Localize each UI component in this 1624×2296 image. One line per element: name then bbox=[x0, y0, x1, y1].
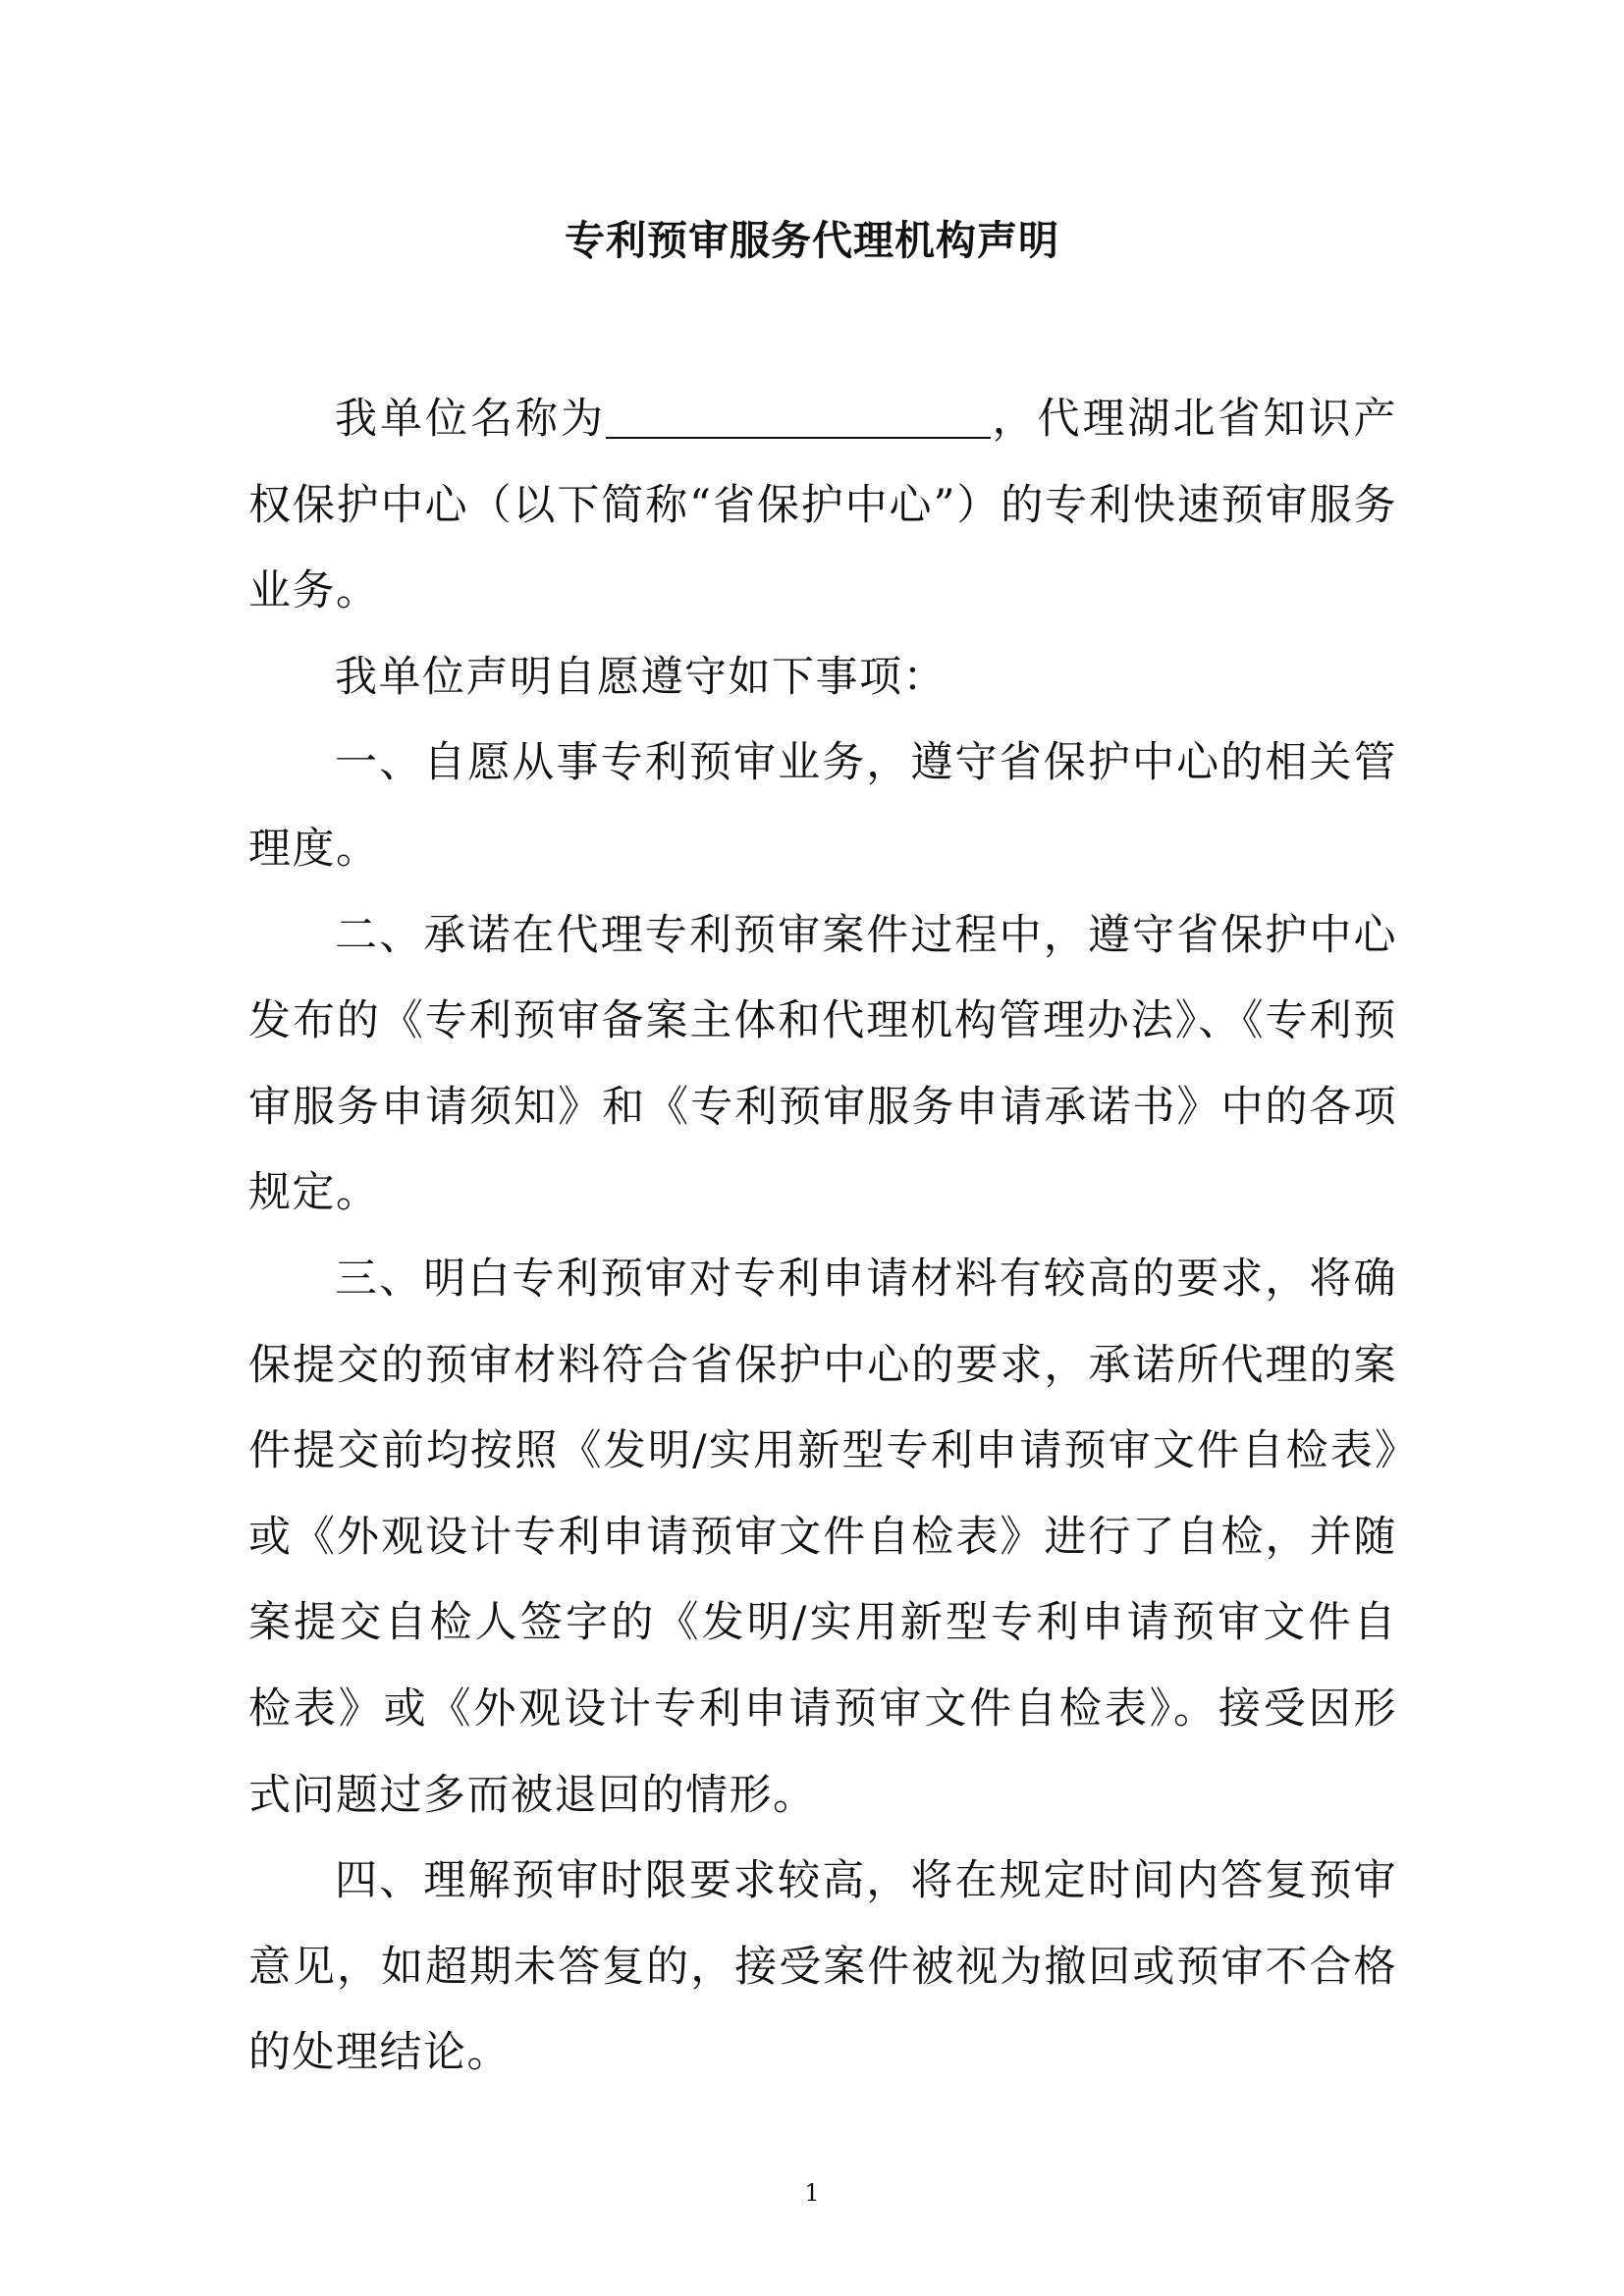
document-body bbox=[248, 377, 1397, 2097]
declaration-item-4: 四、理解预审时限要求较高，将在规定时间内答复预审意见，如超期未答复的，接受案件被视为撤回或预审不合格的处理结论。 bbox=[248, 1856, 1397, 2078]
declaration-item-1: 一、自愿从事专利预审业务，遵守省保护中心的相关管理度。 bbox=[248, 738, 1397, 874]
intro-prefix: 我单位名称为 bbox=[335, 395, 606, 444]
document-title: 专利预审服务代理机构声明 bbox=[565, 217, 1059, 264]
declaration-intro: 我单位声明自愿遵守如下事项： bbox=[335, 652, 947, 702]
intro-paragraph bbox=[248, 377, 1397, 635]
page-number: 1 bbox=[804, 2179, 820, 2207]
declaration-item-3: 三、明白专利预审对专利申请材料有较高的要求，将确保提交的预审材料符合省保护中心的要求，承诺所代理的案件提交前均按照《发明/实用新型专利申请预审文件自检表》或《外观设计专利申请预审文件自检表》进行了自检，并随案提交自检人签字的《发明/实用新型专利申请预审文件自检表》或《外观设计专利申请预审文件自检表》。接受因形式问题过多而被退回的情形。 bbox=[248, 1254, 1397, 1820]
intro-suffix: ，代理湖北省知识产权保护中心（以下简称“省保护中心”）的专利快速预审服务业务。 bbox=[248, 395, 1397, 616]
declaration-item-2: 二、承诺在代理专利预审案件过程中，遵守省保护中心发布的《专利预审备案主体和代理机构管理办法》、《专利预审服务申请须知》和《专利预审服务申请承诺书》中的各项规定。 bbox=[248, 910, 1397, 1218]
organization-name-blank bbox=[606, 388, 991, 439]
